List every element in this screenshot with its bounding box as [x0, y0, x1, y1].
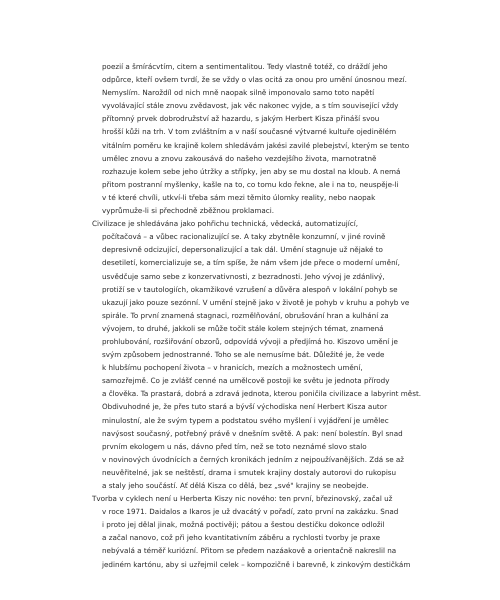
- text-line: samozřejmě. Co je zvlášť cenné na umělcově postoji ke světu je jednota přírody: [102, 376, 390, 386]
- text-line: Tvorba v cyklech není u Herberta Kiszy nic nového: ten první, březinovský, začal už: [92, 494, 393, 504]
- text-line: a člověka. Ta prastará, dobrá a zdravá jednota, kterou poničila civilizace a labyrint měst.: [102, 389, 422, 399]
- text-line: a začal nanovo, což při jeho kvantitativním záběru a rychlosti tvorby je praxe: [102, 533, 381, 543]
- text-line: neuvěřitelné, jak se neštěstí, drama i smutek krajiny dostaly autorovi do rukopisu: [102, 467, 397, 477]
- text-line: vyprůmuže-li si přechodně zběžnou proklamaci.: [102, 206, 275, 216]
- text-line: usvědčuje samo sebe z konzervativnosti, z bezradnosti. Jeho vývoj je zdánlivý,: [102, 271, 385, 281]
- text-line: v novinových úvodnících a černých kronikách jedním z nejpoužívanějších. Zdá se až: [102, 454, 405, 464]
- text-line: poezií a šmírácvtím, citem a sentimentalitou. Tedy vlastně totéž, co dráždí jeho: [102, 62, 388, 71]
- text-line: protiží se v tautologiích, okamžikové vzrušení a důvěra alespoň v lokální pohyb se: [102, 284, 398, 294]
- text-line: umělec znovu a znovu zakousává do našeho vezdejšího života, marnotratně: [102, 153, 377, 163]
- text-line: spirále. To první znamená stagnaci, rozmělňování, obrušování hran a kulhání za: [102, 310, 389, 320]
- text-line: přítomný prvek dobrodružství až hazardu, s jakým Herbert Kisza přináší svou: [102, 114, 380, 124]
- text-line: počítačová – a vůbec racionalizující se. A taky zbytněle konzumní, v jiné rovině: [102, 232, 386, 242]
- text-line: prohlubování, rozšiřování obzorů, odpovídá vývoji a předjímá ho. Kiszovo umění je: [102, 336, 398, 346]
- text-line: hrošší kůži na trh. V tom zvláštním a v naší současné výtvarné kultuře ojedinělém: [102, 127, 397, 137]
- text-line: ukazují jako pouze sezónní. V umění stejně jako v životě je pohyb v kruhu a pohyb ve: [102, 297, 410, 307]
- text-line: Nemyslím. Naroždíl od nich mně naopak silně imponovalo samo toto napětí: [102, 88, 375, 98]
- text-line: a staly jeho součástí. Ať dělá Kisza co dělá, bez „své" krajiny se neobejde.: [102, 481, 369, 490]
- text-line: Obdivuhodné je, že přes tuto stará a bývší východiska není Herbert Kisza autor: [102, 402, 388, 412]
- text-line: jediném kartónu, aby si uzřejmil celek – kompozičně i barevně, k zinkovým destičkám: [102, 559, 411, 569]
- text-line: svým způsobem jednostranné. Toho se ale nemusíme bát. Důležité je, že vede: [102, 350, 385, 360]
- text-line: v roce 1971. Daidalos a Ikaros je už dvacátý v pořadí, zato první na zakázku. Snad: [102, 507, 399, 517]
- text-line: minulostní, ale že svým typem a podstatou svého myšlení i vyjádření je umělec: [102, 415, 389, 425]
- text-line: prvním ekologem u nás, dávno před tím, než se toto neznámé slovo stalo: [102, 441, 367, 451]
- text-line: nebývalá a téměř kuriózní. Přitom se předem nazáakově a orientačně nakreslil na: [102, 546, 397, 556]
- text-line: k hlubšímu pochopení života – v hranicích, mezích a možnostech umění,: [102, 363, 363, 373]
- text-line: v té které chvíli, utkví-li třeba sám mezi těmito úlomky reality, nebo naopak: [102, 192, 376, 202]
- text-line: vitálním poměru ke krajině kolem shledávám jakési zavilé plebejství, kterým se tento: [102, 140, 410, 150]
- text-line: vývojem, to druhé, jakkoli se může točit stále kolem stejných témat, znamená: [102, 323, 384, 333]
- text-line: přitom postranní myšlenky, kašle na to, co tomu kdo řekne, ale i na to, neuspěje-li: [102, 179, 399, 189]
- text-line: Civilizace je shledávána jako pohřichu technická, vědecká, automatizující,: [92, 219, 359, 229]
- text-line: desetiletí, komercializuje se, a tím spíše, že nám všem jde přece o moderní umění,: [102, 258, 400, 268]
- text-line: navýsost současný, potřebný právě v dnešním světě. A pak: není bolestín. Byl snad: [102, 428, 403, 438]
- text-line: vyvolávající stále znovu zvědavost, jak věc nakonec vyjde, a s tím související vždy: [102, 101, 399, 111]
- text-line: odpůrce, kteří ovšem tvrdí, že se vždy o vlas ocitá za onou pro umění únosnou mezí.: [102, 75, 407, 85]
- text-line: depresivně odcizující, depersonalizující a tak dál. Umění stagnuje už nějaké to: [102, 245, 383, 255]
- text-line: i proto jej dělal jinak, možná poctivěji; pátou a šestou destičku dokonce odložil: [102, 520, 385, 530]
- body-text: [92, 60, 422, 571]
- text-line: rozhazuje kolem sebe jeho útržky a střípky, jen aby se mu dostal na kloub. A nemá: [102, 166, 401, 176]
